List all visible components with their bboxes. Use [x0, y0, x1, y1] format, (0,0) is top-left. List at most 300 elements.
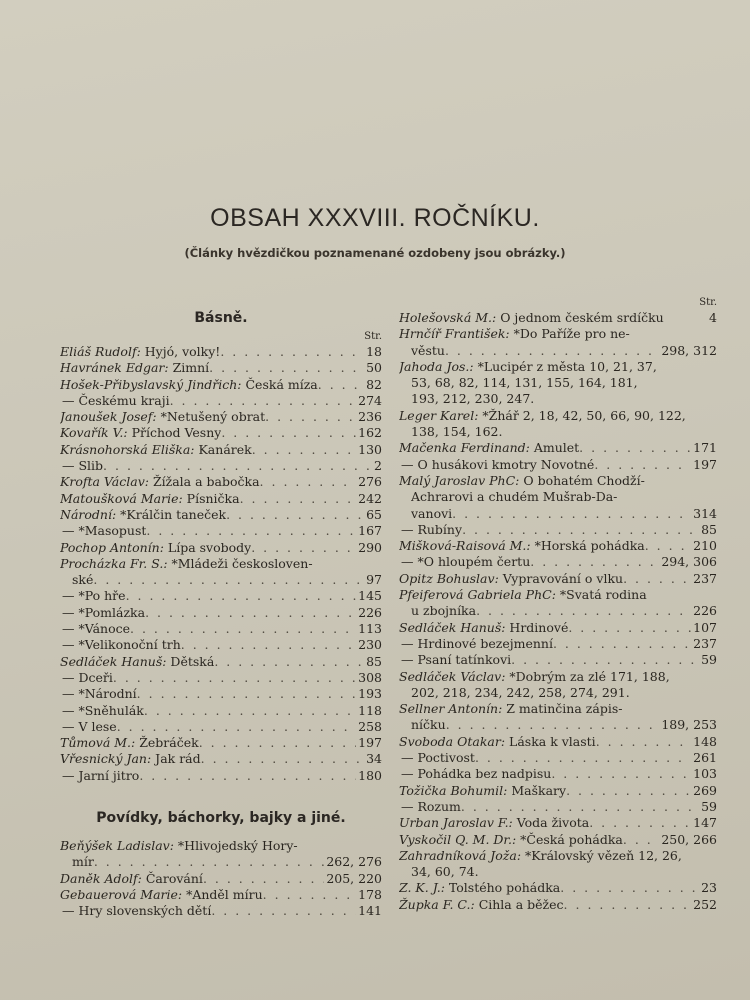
page-number: 18 [366, 344, 382, 359]
author-name: Krásnohorská Eliška: [60, 441, 195, 457]
dot-leader [146, 523, 356, 539]
page-number: 141 [358, 903, 382, 919]
entry-title: *Žhář 2, 18, 42, 50, 66, 90, 122, [478, 407, 686, 423]
toc-entry [399, 799, 717, 815]
author-name: Pfeiferová Gabriela PhC: [399, 587, 556, 603]
toc-entry [60, 654, 382, 670]
author-name: Procházka Fr. S.: [60, 555, 168, 571]
page-number: 147 [693, 815, 717, 831]
dot-leader [113, 670, 356, 686]
toc-entry [399, 832, 717, 848]
author-name: Eliáš Rudolf: [60, 344, 141, 359]
page-number: 2 [374, 458, 382, 474]
toc-line [399, 652, 717, 668]
entry-title: Příchod Vesny [127, 425, 222, 441]
page-number: 82 [366, 376, 382, 392]
page-subtitle: (Články hvězdičkou poznamenané ozdobeny jsou obrázky.) [184, 246, 566, 260]
author-name: Tůmová M.: [60, 735, 136, 751]
page-number: 210 [693, 538, 717, 554]
dot-leader [144, 703, 356, 719]
toc-line [399, 391, 717, 407]
page-number: 85 [701, 521, 717, 537]
dot-leader [263, 887, 356, 903]
dot-leader [103, 458, 372, 474]
toc-line [399, 717, 717, 733]
author-name: Leger Karel: [399, 407, 479, 423]
toc-line [399, 750, 717, 766]
entry-title: Vypravování o vlku [498, 570, 624, 586]
dot-leader [551, 766, 691, 782]
author-name: Sellner Antonín: [399, 701, 503, 717]
author-name: Národní: [60, 506, 117, 522]
dot-leader [566, 783, 691, 799]
page-number: 197 [693, 456, 717, 472]
page-number: 290 [358, 539, 382, 555]
toc-line [60, 686, 382, 702]
toc-line [60, 491, 382, 507]
entry-title: — Psaní tatínkovi [401, 652, 512, 668]
toc-line [399, 734, 717, 750]
author-name: Jahoda Jos.: [399, 358, 474, 374]
dot-leader [214, 654, 364, 670]
author-name: Daněk Adolf: [60, 870, 142, 886]
page-number: 314 [693, 505, 717, 521]
entry-title: — *O hloupém čertu [401, 554, 531, 570]
entry-title: Z matinčina zápis- [502, 701, 623, 717]
page-number: 237 [693, 635, 717, 651]
entry-title: věstu [411, 342, 445, 358]
dot-leader [589, 815, 691, 831]
dot-leader [623, 832, 659, 848]
author-name: Z. K. J.: [399, 880, 445, 896]
dot-leader [251, 540, 356, 556]
author-name: Sedláček Hanuš: [399, 619, 506, 635]
page-number: 162 [358, 425, 382, 441]
toc-line [60, 719, 382, 735]
entry-title: — Českému kraji [62, 392, 170, 408]
dot-leader [145, 605, 356, 621]
page-number: 148 [693, 733, 717, 749]
dot-leader [260, 474, 357, 490]
toc-entry [60, 703, 382, 719]
toc-entry [399, 669, 717, 702]
entry-title: — Poctivost [401, 750, 475, 766]
page-number: 50 [366, 360, 382, 376]
dot-leader [94, 854, 325, 870]
dot-leader [475, 750, 691, 766]
entry-title: 193, 212, 230, 247. [411, 391, 535, 407]
toc-line [60, 360, 382, 376]
dot-leader [462, 522, 699, 538]
page-number: 193 [358, 686, 382, 702]
entry-title: Kanárek [194, 441, 252, 457]
entry-title: *Králčin taneček [116, 506, 227, 522]
dot-leader [461, 799, 699, 815]
entry-title: Žebráček [135, 735, 199, 751]
entry-title: Jak rád [151, 751, 201, 767]
toc-line [60, 751, 382, 767]
entry-title: — *Vánoce [62, 621, 131, 637]
toc-entry [399, 766, 717, 782]
dot-leader [209, 360, 364, 376]
toc-line [399, 506, 717, 522]
toc-entry [60, 903, 382, 919]
toc-entry [60, 670, 382, 686]
toc-entry [60, 360, 382, 376]
toc-entry [60, 838, 382, 871]
page-number: 226 [693, 603, 717, 619]
dot-leader [318, 377, 364, 393]
page-number: 298, 312 [661, 342, 717, 358]
page-number: 237 [693, 570, 717, 586]
toc-entry [399, 554, 717, 570]
toc-list-povidky [60, 838, 382, 919]
entry-title: Voda života [512, 815, 590, 831]
entry-title: Hyjó, volky! [140, 344, 221, 359]
toc-entry [60, 588, 382, 604]
entry-title: — *Masopust [62, 523, 147, 539]
toc-entry [60, 344, 382, 360]
author-name: Hrnčíř František: [399, 326, 510, 342]
toc-entry [60, 556, 382, 589]
entry-title: *Královský vězeň 12, 26, [521, 847, 682, 863]
entry-title: Cihla a běžec [474, 896, 564, 912]
dot-leader [139, 768, 356, 784]
toc-line [399, 783, 717, 799]
entry-title: Česká míza [241, 376, 318, 392]
author-name: Kovařík V.: [60, 425, 128, 441]
entry-title: — *Národní [62, 686, 137, 702]
toc-line [399, 538, 717, 554]
toc-line [60, 523, 382, 539]
entry-title: — *Sněhulák [62, 702, 144, 718]
author-name: Matoušková Marie: [60, 490, 183, 506]
toc-line [399, 766, 717, 782]
toc-line [60, 507, 382, 523]
toc-entry [399, 538, 717, 554]
author-name: Beňýšek Ladislav: [60, 838, 174, 854]
entry-title: Zimní [168, 360, 210, 376]
page-number: 230 [358, 637, 382, 653]
dot-leader [137, 686, 356, 702]
dot-leader [170, 393, 357, 409]
toc-line [399, 343, 717, 359]
toc-line [399, 424, 717, 440]
toc-entry [60, 621, 382, 637]
toc-entry [60, 751, 382, 767]
dot-leader [199, 735, 356, 751]
page-number: 205, 220 [326, 870, 382, 886]
page-number: 118 [358, 702, 382, 718]
entry-title: — *Velikonoční trh [62, 637, 181, 653]
section-heading-basne: Básně. [194, 310, 248, 326]
entry-title: 138, 154, 162. [411, 424, 503, 440]
toc-line [60, 442, 382, 458]
toc-entry [399, 326, 717, 359]
toc-entry [399, 750, 717, 766]
entry-title: — V lese [62, 718, 117, 734]
page-number: 274 [358, 392, 382, 408]
toc-entry [399, 571, 717, 587]
toc-list-right [399, 310, 717, 913]
toc-line [60, 670, 382, 686]
entry-title: *Do Paříže pro ne- [509, 326, 630, 342]
toc-line [399, 440, 717, 456]
page-number: 178 [358, 886, 382, 902]
toc-line [399, 636, 717, 652]
toc-line [60, 654, 382, 670]
entry-title: — Rozum [401, 798, 461, 814]
toc-entry [60, 377, 382, 393]
toc-entry [60, 719, 382, 735]
toc-list-basne [60, 344, 382, 784]
dot-leader [126, 588, 357, 604]
toc-line [399, 571, 717, 587]
entry-title: *Lucipér z města 10, 21, 37, [473, 358, 657, 374]
toc-line [399, 701, 717, 717]
toc-line [399, 669, 717, 685]
entry-title: mír [72, 854, 94, 870]
toc-line [399, 880, 717, 896]
dot-leader [130, 621, 356, 637]
entry-title: — Dceři [62, 669, 113, 685]
dot-leader [446, 717, 660, 733]
toc-line [60, 605, 382, 621]
entry-title: Dětská [166, 653, 215, 669]
toc-line [399, 408, 717, 424]
toc-entry [60, 474, 382, 490]
toc-line [399, 848, 717, 864]
toc-entry [399, 408, 717, 441]
entry-title: Maškary [507, 782, 567, 798]
toc-line [60, 425, 382, 441]
page-number: 242 [358, 490, 382, 506]
page-number: 252 [693, 896, 717, 912]
page-number: 262, 276 [326, 854, 382, 870]
page-number: 59 [701, 798, 717, 814]
page-number: 189, 253 [661, 717, 717, 733]
author-name: Sedláček Hanuš: [60, 653, 167, 669]
page-number: 250, 266 [661, 831, 717, 847]
entry-title: Hrdinové [505, 619, 569, 635]
toc-entry [399, 636, 717, 652]
page-number: 197 [358, 735, 382, 751]
dot-leader [530, 554, 659, 570]
toc-entry [399, 701, 717, 734]
author-name: Vyskočil Q. M. Dr.: [399, 831, 517, 847]
entry-title: vanovi [411, 505, 453, 521]
dot-leader [265, 409, 356, 425]
page-number: 4 [709, 310, 717, 325]
page-number: 180 [358, 767, 382, 783]
left-column [60, 306, 382, 920]
toc-line [60, 377, 382, 393]
toc-entry [60, 887, 382, 903]
author-name: Sedláček Václav: [399, 668, 506, 684]
author-name: Svoboda Otakar: [399, 733, 506, 749]
page-number: 261 [693, 750, 717, 766]
toc-line [399, 864, 717, 880]
toc-line [60, 735, 382, 751]
dot-leader [568, 620, 691, 636]
page-number: 294, 306 [661, 554, 717, 570]
entry-title: 202, 218, 234, 242, 258, 274, 291. [411, 684, 630, 700]
toc-line [60, 458, 382, 474]
toc-line [399, 489, 717, 505]
toc-line [60, 838, 382, 854]
author-name: Janoušek Josef: [60, 409, 157, 425]
toc-line [399, 799, 717, 815]
toc-line [399, 359, 717, 375]
dot-leader [240, 491, 357, 507]
entry-title: — Jarní jitro [62, 767, 140, 783]
author-name: Hošek-Přibyslavský Jindřich: [60, 376, 242, 392]
entry-title: — Hrdinové bezejmenní [401, 635, 553, 651]
author-name: Mišková-Raisová M.: [399, 538, 531, 554]
author-name: Havránek Edgar: [60, 360, 169, 376]
dot-leader [221, 425, 356, 441]
toc-entry [60, 425, 382, 441]
toc-line [399, 832, 717, 848]
entry-title: — Hry slovenských dětí [62, 903, 212, 919]
toc-line [60, 344, 382, 360]
toc-entry [60, 686, 382, 702]
page-column-label: Str. [699, 297, 717, 308]
toc-line [399, 897, 717, 913]
dot-leader [252, 442, 356, 458]
page-number: 23 [701, 880, 717, 896]
entry-title: 53, 68, 82, 114, 131, 155, 164, 181, [411, 375, 638, 391]
page-number: 167 [358, 523, 382, 539]
toc-line [60, 871, 382, 887]
toc-line [399, 375, 717, 391]
entry-title: Čarování [141, 870, 203, 886]
author-name: Gebauerová Marie: [60, 886, 183, 902]
toc-line [60, 540, 382, 556]
author-name: Župka F. C.: [399, 896, 475, 912]
entry-title: O jednom českém srdíčku [496, 310, 664, 325]
dot-leader [226, 507, 364, 523]
entry-title: — Rubíny [401, 521, 463, 537]
page-number: 236 [358, 409, 382, 425]
entry-title: — Slib [62, 458, 104, 474]
entry-title: Písnička [182, 490, 240, 506]
dot-leader [220, 344, 364, 360]
toc-line [60, 556, 382, 572]
page-number: 65 [366, 506, 382, 522]
toc-entry [60, 523, 382, 539]
toc-line [60, 637, 382, 653]
dot-leader [117, 719, 356, 735]
toc-entry [60, 393, 382, 409]
entry-title: níčku [411, 717, 446, 733]
entry-title: u zbojníka [411, 603, 477, 619]
toc-entry [60, 507, 382, 523]
page-column-label: Str. [364, 331, 382, 342]
toc-entry [399, 522, 717, 538]
page-number: 269 [693, 782, 717, 798]
toc-line [60, 768, 382, 784]
toc-entry [399, 457, 717, 473]
author-name: Holešovská M.: [399, 310, 497, 325]
entry-title: *Anděl míru [182, 886, 263, 902]
toc-line [60, 854, 382, 870]
toc-entry [399, 815, 717, 831]
page-number: 59 [701, 652, 717, 668]
entry-title: ské [72, 572, 94, 588]
page-title: OBSAH XXXVIII. ROČNÍKU. [210, 204, 540, 232]
toc-entry [60, 491, 382, 507]
entry-title: — Pohádka bez nadpisu [401, 766, 552, 782]
page-number: 276 [358, 474, 382, 490]
entry-title: *Netušený obrat [156, 409, 266, 425]
section-heading-povidky: Povídky, báchorky, bajky a jiné. [96, 810, 346, 827]
entry-title: Lípa svobody [163, 539, 252, 555]
toc-line [399, 522, 717, 538]
toc-line [60, 887, 382, 903]
toc-entry [60, 442, 382, 458]
entry-title: *Svatá rodina [555, 587, 647, 603]
dot-leader [553, 636, 691, 652]
toc-entry [399, 440, 717, 456]
toc-line [399, 473, 717, 489]
entry-title: *Česká pohádka [516, 831, 623, 847]
dot-leader [511, 652, 699, 668]
entry-title: — *Pomlázka [62, 604, 146, 620]
page-number: 97 [366, 572, 382, 588]
entry-title: O bohatém Chodží- [519, 472, 645, 488]
entry-title: Tolstého pohádka [444, 880, 561, 896]
toc-entry [60, 637, 382, 653]
toc-entry [60, 768, 382, 784]
toc-line [399, 620, 717, 636]
entry-title: *Mládeži českosloven- [167, 555, 313, 571]
page-number: 226 [358, 604, 382, 620]
toc-line [399, 326, 717, 342]
toc-line [399, 554, 717, 570]
dot-leader [596, 734, 691, 750]
toc-line [60, 621, 382, 637]
toc-line [60, 703, 382, 719]
entry-title: *Hlivojedský Hory- [173, 838, 298, 854]
entry-title: Žížala a babočka [148, 474, 260, 490]
right-column [399, 296, 717, 913]
entry-title: 34, 60, 74. [411, 864, 479, 880]
toc-entry [399, 783, 717, 799]
entry-title: *Horská pohádka [530, 538, 645, 554]
toc-line [60, 572, 382, 588]
author-name: Pochop Antonín: [60, 539, 164, 555]
toc-entry [399, 652, 717, 668]
toc-entry [399, 620, 717, 636]
entry-title: — O husákovi kmotry Novotné [401, 456, 595, 472]
toc-line [60, 409, 382, 425]
page-number: 171 [693, 440, 717, 456]
page-number: 308 [358, 669, 382, 685]
toc-entry [60, 458, 382, 474]
toc-entry [60, 605, 382, 621]
dot-leader [452, 506, 691, 522]
toc-entry [399, 848, 717, 881]
author-name: Tožička Bohumil: [399, 782, 508, 798]
page-number: 103 [693, 766, 717, 782]
toc-entry [399, 359, 717, 408]
toc-line [399, 457, 717, 473]
dot-leader [201, 751, 364, 767]
toc-entry [399, 587, 717, 620]
page-number: 34 [366, 751, 382, 767]
toc-line [399, 603, 717, 619]
